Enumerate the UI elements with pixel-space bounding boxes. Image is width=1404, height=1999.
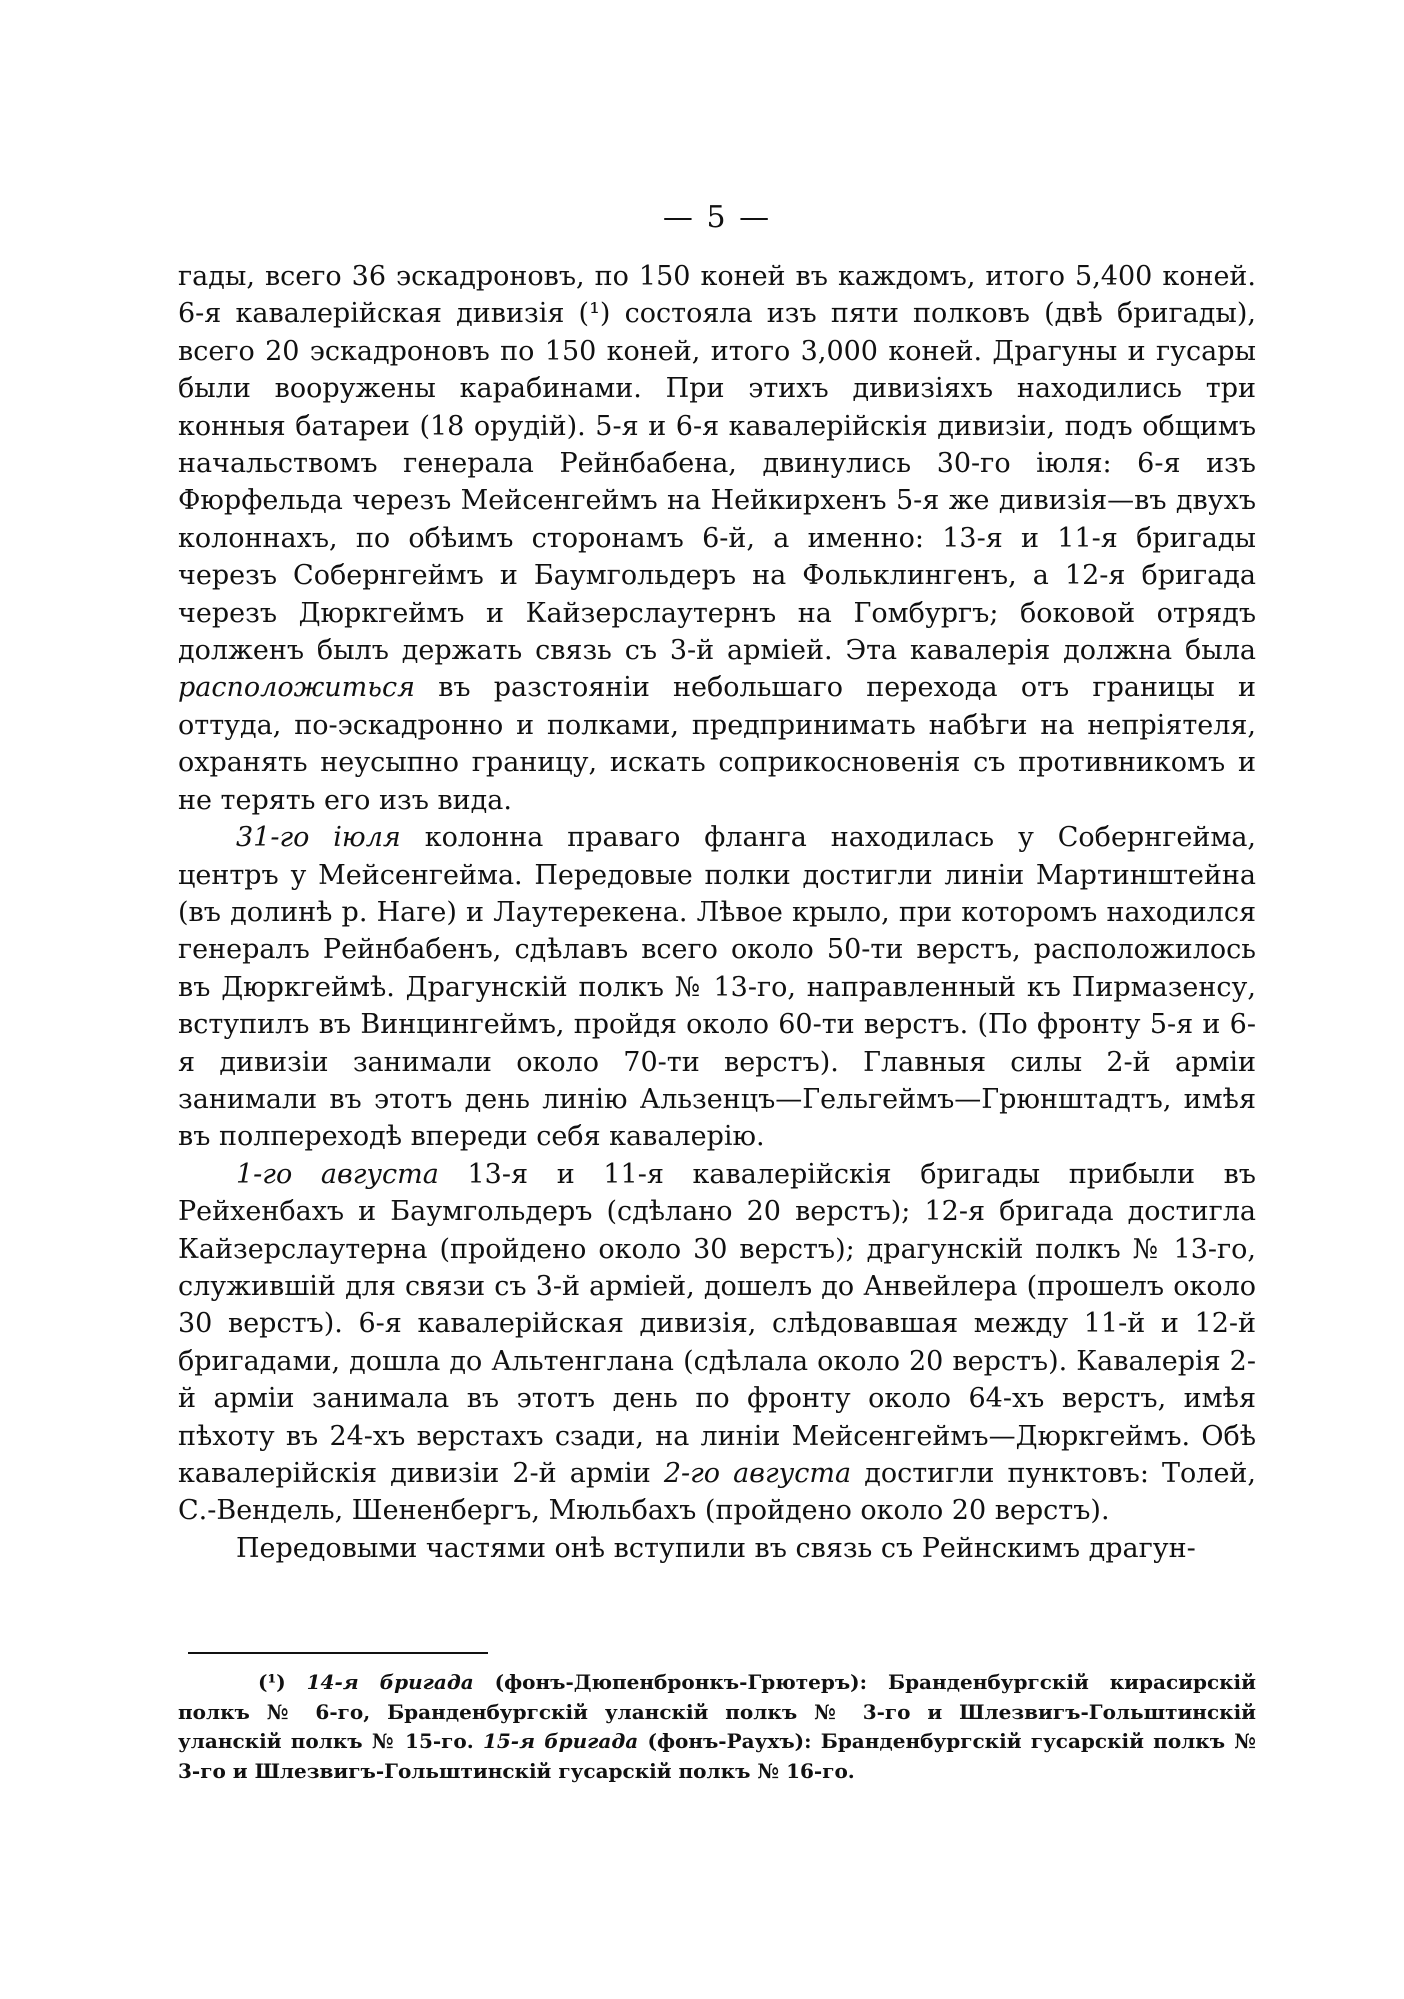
- footnote-text-2: (фонъ-Раухъ): Бранденбургскій гусарскій полкъ № 3-го и Шлезвигъ-Гольштинскій гусарскій полкъ № 16-го.: [178, 1729, 1256, 1783]
- paragraph-4: [178, 1530, 1256, 1567]
- footnote-text-1: (фонъ-Дюпенбронкъ-Грютеръ): Бранденбургскій кирасирскій полкъ № 6-го, Бранденбургскій уланскій полкъ № 3-го и Шлезвигъ-Гольштинскій уланскій полкъ № 15-го.: [178, 1670, 1256, 1753]
- paragraph-1-text-2: въ разстояніи небольшаго перехода отъ границы и оттуда, по-эскадронно и полками, предпринимать набѣги на непріятеля, охранять неусыпно границу, искать соприкосновенія съ противникомъ и не терять его изъ вида.: [178, 672, 1256, 816]
- page-number: — 5 —: [662, 200, 772, 235]
- paragraph-1-text-1: гады, всего 36 эскадроновъ, по 150 коней въ каждомъ, итого 5,400 коней. 6-я кавалерійская дивизія (¹) состояла изъ пяти полковъ (двѣ бригады), всего 20 эскадроновъ по 150 коней, итого 3,000 коней. Драгуны и гусары были вооружены карабинами. При этихъ дивизіяхъ находились три конныя батареи (18 орудій). 5-я и 6-я кавалерійскія дивизіи, подъ общимъ начальствомъ генерала Рейнбабена, двинулись 30-го іюля: 6-я изъ Фюрфельда черезъ Мейсенгеймъ на Нейкирхенъ 5-я же дивизія—въ двухъ колоннахъ, по обѣимъ сторонамъ 6-й, а именно: 13-я и 11-я бригады черезъ Собернгеймъ и Баумгольдеръ на Фольклингенъ, а 12-я бригада черезъ Дюркгеймъ и Кайзерслаутернъ на Гомбургъ; боковой отрядъ долженъ былъ держать связь съ 3-й арміей. Эта кавалерія должна была: [178, 261, 1256, 667]
- paragraph-2-text: колонна праваго фланга находилась у Собернгейма, центръ у Мейсенгейма. Передовые полки достигли линіи Мартинштейна (въ долинѣ р. Наге) и Лаутерекена. Лѣвое крыло, при которомъ находился генералъ Рейнбабенъ, сдѣлавъ всего около 50-ти верстъ, расположилось въ Дюркгеймѣ. Драгунскій полкъ № 13-го, направленный къ Пирмазенсу, вступилъ въ Винцингеймъ, пройдя около 60-ти верстъ. (По фронту 5-я и 6-я дивизіи занимали около 70-ти верстъ). Главныя силы 2-й арміи занимали въ этотъ день линію Альзенцъ—Гельгеймъ—Грюнштадтъ, имѣя въ полпереходѣ впереди себя кавалерію.: [178, 822, 1257, 1153]
- paragraph-3-date-2: 2-го августа: [663, 1458, 852, 1489]
- paragraph-4-text: Передовыми частями онѣ вступили въ связь съ Рейнскимъ драгун-: [236, 1532, 1196, 1564]
- footnote-marker: (¹): [258, 1670, 307, 1694]
- footnote-divider: [188, 1652, 488, 1654]
- paragraph-3: [178, 1156, 1256, 1530]
- paragraph-3-text-2: достигли пунктовъ: Толей, С.-Вендель, Шененбергъ, Мюльбахъ (пройдено около 20 верстъ).: [178, 1458, 1256, 1527]
- footnote-brigade-14: 14-я бригада: [306, 1670, 474, 1694]
- body-text: [178, 258, 1256, 1567]
- document-page: [178, 0, 1256, 1999]
- footnote-brigade-15: 15-я бригада: [482, 1729, 639, 1753]
- paragraph-2-date: 31-го іюля: [236, 822, 401, 854]
- paragraph-3-date: 1-го августа: [236, 1158, 439, 1190]
- paragraph-2: [178, 819, 1256, 1156]
- paragraph-1: [178, 258, 1256, 819]
- paragraph-3-text-1: 13-я и 11-я кавалерійскія бригады прибыли въ Рейхенбахъ и Баумгольдеръ (сдѣлано 20 верстъ); 12-я бригада достигла Кайзерслаутерна (пройдено около 30 верстъ); драгунскій полкъ № 13-го, служившій для связи съ 3-й арміей, дошелъ до Анвейлера (прошелъ около 30 верстъ). 6-я кавалерійская дивизія, слѣдовавшая между 11-й и 12-й бригадами, дошла до Альтенглана (сдѣлала около 20 верстъ). Кавалерія 2-й арміи занимала въ этотъ день по фронту около 64-хъ верстъ, имѣя пѣхоту въ 24-хъ верстахъ сзади, на линіи Мейсенгеймъ—Дюркгеймъ. Обѣ кавалерійскія дивизіи 2-й арміи: [178, 1158, 1256, 1489]
- footnote: [178, 1668, 1256, 1786]
- paragraph-1-italic: расположиться: [178, 672, 415, 704]
